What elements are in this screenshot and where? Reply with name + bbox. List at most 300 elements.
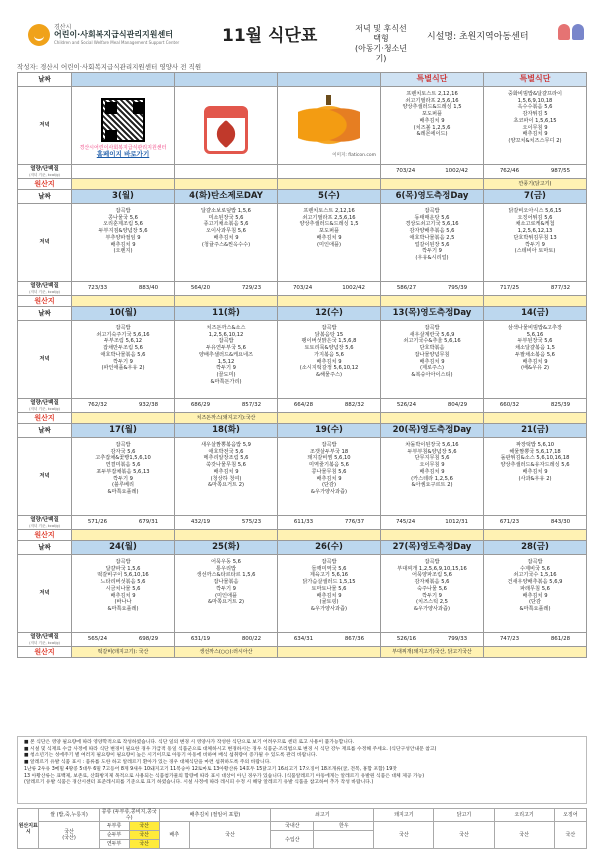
protein-value: 987/55: [550, 168, 571, 175]
date-label-text: 날짜: [38, 309, 51, 318]
menu-item: 배추김치 9: [522, 358, 548, 365]
date-label-text: 날짜: [38, 543, 51, 552]
origin-label: [18, 413, 72, 424]
kcal-cell: [278, 165, 381, 179]
menu-item: 1,5,6,9,10,18: [517, 97, 553, 104]
page-title: 11월 식단표: [222, 26, 318, 46]
kcal-value: 745/24: [395, 519, 416, 526]
date-row: [18, 73, 587, 87]
menu-item: 깍두기 9: [422, 248, 442, 255]
menu-item: 1,2,5,6,12,13: [517, 228, 553, 235]
menu-item: 미소된장국 5,6: [208, 214, 244, 221]
menu-item: 단무지무침 5,6: [414, 455, 450, 462]
kcal-values: [381, 519, 483, 526]
menu-item: (오렌지): [113, 248, 133, 255]
kcal-values: [175, 636, 277, 643]
menu-item: 단호박볶음: [419, 345, 445, 352]
menu-item: 배추김치 9: [419, 358, 445, 365]
menu-item: 경상도쇠고기국 5,6,16: [405, 221, 459, 228]
origin-header-duck: 오리고기: [494, 809, 554, 822]
origin-cell: [381, 413, 484, 424]
date-row: [18, 307, 587, 321]
date-label-text: 날짜: [38, 75, 51, 84]
menu-item: 종고기채소볶음 5,6: [203, 221, 249, 228]
menu-item: 잡곡밥: [424, 325, 440, 331]
origin-beef-value: [314, 831, 374, 849]
protein-value: 1012/31: [445, 519, 469, 526]
kcal-cell: [484, 633, 587, 647]
kcal-cell: [278, 282, 381, 296]
menu-item: 닭볶음탕 15: [314, 331, 344, 338]
menu-item: 감자튀김 5: [522, 111, 548, 118]
menu-item: 두부부침&양념장 5,6: [407, 448, 457, 455]
protein-value: 1002/42: [342, 285, 366, 292]
menu-item: (양꼬치&치즈스무디 2): [508, 137, 562, 144]
menu-item: 팽이버섯맑은국 1,5,6,8: [301, 338, 357, 345]
origin-cell: [278, 179, 381, 190]
date-cell: 27(목)영도측정Day: [381, 541, 484, 555]
menu-item: 돼지갈비찜 5,6,10: [307, 455, 351, 462]
menu-item: 쇠고기숙주기국 5,6,16: [96, 331, 150, 338]
menu-item: 고추잡채&꽃빵1,5,6,10: [95, 455, 151, 462]
origin-label-text: 원산지: [34, 530, 55, 539]
menu-item: 오징어튀김 5,6: [517, 214, 553, 221]
kcal-value: 634/31: [293, 636, 314, 643]
menu-item: (바나나: [114, 599, 132, 606]
menu-item: 오이무침 9: [419, 462, 445, 469]
origin-bean-name: 연두부: [99, 840, 129, 849]
menu-item: (꿀도미): [216, 371, 236, 378]
protein-value: 799/33: [447, 636, 468, 643]
kcal-values: [278, 402, 380, 409]
menu-item: 잡곡밥: [115, 559, 131, 565]
date-cell: 24(월): [72, 541, 175, 555]
menu-item: 새우살계란국 5,6,9: [409, 331, 455, 338]
menu-item: 쇠고기국수&추울 5,6,16: [403, 338, 461, 345]
menu-item: 건새우양배추볶음 5,6,9: [507, 579, 563, 586]
dinner-label-text: 저녁: [39, 590, 50, 597]
origin-bean-value: 국산: [129, 822, 159, 831]
menu-item: 달걀파국 1,5,6: [105, 565, 141, 572]
menu-item: 통우리밥: [215, 565, 237, 572]
kcal-values: [381, 285, 483, 292]
kcal-cell: [484, 516, 587, 530]
dinner-label: [18, 555, 72, 633]
kcal-cell: [72, 282, 175, 296]
kcal-label-text: 열량/단백질: [30, 633, 59, 640]
origin-label: [18, 530, 72, 541]
pumpkin-icon: [298, 101, 360, 149]
menu-cell: [72, 204, 175, 282]
special-date-cell: 특별식단: [381, 73, 484, 87]
menu-cell: [175, 438, 278, 516]
logo-name: 어린이·사회복지급식관리지원센터: [54, 30, 173, 39]
date-cell: 17(월): [72, 424, 175, 438]
menu-item: 잡곡밥: [115, 325, 131, 331]
menu-item: &마쪽요거트 2): [207, 482, 245, 489]
protein-value: 575/23: [241, 519, 262, 526]
date-label: [18, 190, 72, 204]
special-date-cell: 특별식단: [484, 73, 587, 87]
menu-item: &우가양사과즙): [413, 605, 451, 612]
menu-item: 잡채만두조림 5,6: [103, 345, 143, 352]
menu-item: 달걀소보로덮밥 1,5,6: [201, 208, 251, 214]
menu-item: 잡곡밥: [218, 338, 234, 345]
protein-value: 825/39: [550, 402, 571, 409]
kcal-value: 611/33: [293, 519, 314, 526]
menu-item: 1,2,5,6,10,12: [208, 331, 244, 338]
menu-item: 배추김치 9: [316, 475, 342, 482]
menu-item: 짜장떡밥 5,6,10: [515, 442, 555, 448]
menu-item: (블루베리: [111, 482, 135, 489]
menu-item: &마쪽요플레): [519, 605, 551, 612]
menu-item: 부대찌개 1,2,5,6,9,10,15,16: [397, 565, 467, 572]
menu-item: 어묵우동 5,6: [211, 559, 241, 565]
origin-cell: [72, 413, 175, 424]
menu-item: 잡곡밥: [321, 559, 337, 565]
menu-item: (파인애플&우유 2): [101, 365, 145, 372]
menu-row: [18, 555, 587, 633]
origin-cell: 떡갈비(돼지고기): 국산: [72, 647, 175, 658]
qr-cell[interactable]: [72, 87, 175, 165]
kcal-values: [484, 402, 586, 409]
origin-header-pork: 돼지고기: [374, 809, 434, 822]
kcal-label: [18, 399, 72, 413]
menu-item: 배추김치 9: [316, 592, 342, 599]
menu-item: 배추김치 9: [419, 468, 445, 475]
menu-item: 포도퍼플: [421, 111, 443, 118]
date-cell: 26(수): [278, 541, 381, 555]
origin-cell: [72, 179, 175, 190]
menu-item: 수제비국 5,6: [520, 565, 550, 572]
menu-item: 오이무침 9: [522, 124, 548, 131]
menu-item: 깍두기 9: [113, 475, 133, 482]
menu-item: 배추김치 9: [522, 131, 548, 138]
origin-rice: [39, 822, 99, 849]
menu-item: 조갯살두부국 18: [309, 448, 349, 455]
calendar-leaf-cell: [175, 87, 278, 165]
pumpkin-cell: [278, 87, 381, 165]
menu-cell: [484, 321, 587, 399]
kcal-values: [381, 168, 483, 175]
menu-cell: [484, 87, 587, 165]
kcal-cell: [175, 516, 278, 530]
origin-cell: [278, 647, 381, 658]
menu-item: 숙주나물 5,6: [417, 585, 447, 592]
menu-item: 배추김치 9: [213, 468, 239, 475]
menu-item: 차돌박이된장국 5,6,16: [405, 442, 459, 448]
protein-value: 698/29: [138, 636, 159, 643]
origin-squid: 국산: [554, 822, 586, 849]
menu-item: 두유연두부국 5,6: [206, 345, 246, 352]
menu-item: 깍두기 9: [216, 585, 236, 592]
kcal-value: 571/26: [87, 519, 108, 526]
kcal-row: [18, 516, 587, 530]
origin-table: [17, 808, 587, 849]
note-line: (알레르기 유발 식품은 경산시센터 표준레시피를 기준으로 표기 하였습니다. 시설 사정에 따라 레시피 수정 시 해당 알레르기 유발 식품을 참고하여 추가 작성 바랍니다.): [24, 780, 374, 786]
date-cell: 10(월): [72, 307, 175, 321]
kcal-value: 526/16: [396, 636, 417, 643]
menu-cell: [484, 438, 587, 516]
menu-item: 포두부잡채볶음 5,6,13: [96, 468, 150, 475]
menu-item: (단감: [528, 599, 542, 606]
menu-item: 두팔채소볶음 5,6: [515, 351, 555, 358]
kcal-cell: [278, 633, 381, 647]
menu-cell: [175, 555, 278, 633]
center-logo: [28, 22, 198, 50]
kcal-cell: [175, 165, 278, 179]
origin-cell: [484, 413, 587, 424]
origin-cell: [175, 296, 278, 307]
menu-item: 들깨미역국 5,6: [311, 565, 347, 572]
menu-item: (배&우유 2): [520, 365, 550, 372]
kcal-cell: [381, 165, 484, 179]
note-line: ■ 알레르기 유발 식품 표시 : 품류를 도한 하고 알레르기 환아가 있는 경우 대체식단을 마련 섭취하도록 주의 바랍니다.: [24, 760, 271, 766]
date-label: [18, 541, 72, 555]
image-source: 이미지: flaticon.com: [332, 153, 376, 159]
note-line: 13 아황산류는 표백제, 보존료, 산화방지제 목적으로 사용되는 식품첨가물의 함량에 따라 표시 대상이 아닌 경우가 있습니다. (식품알레르기 아동에게는 알레르기 유발원 식품은 대체 제공 가능): [24, 773, 425, 779]
menu-item: 얼갈이된장 5,6: [414, 241, 450, 248]
protein-value: 795/39: [447, 285, 468, 292]
kcal-label-sub: (저녁 기준, kcal/g): [29, 523, 60, 528]
note-line: 1난류 2우유 3메밀 4땅콩 5대두 6밀 7고등어 8게 9새우 10돼지고기 11복숭아 12토마토 13아황산류 14호두 15닭고기 16쇠고기 17오징어 18조개류(굴, 전복, 홍합 포함) 19잣: [24, 766, 397, 772]
protein-value: 1002/42: [445, 168, 469, 175]
kcal-cell: [381, 516, 484, 530]
menu-item: 콩나물무침 5,6: [311, 468, 347, 475]
menu-item: 쑥갓나물무침 5,6: [206, 462, 246, 469]
kcal-row: [18, 282, 587, 296]
menu-item: 쇠고기국수 1,5,16: [513, 572, 557, 579]
menu-item: &우가양사과즙): [310, 605, 348, 612]
menu-item: 배추김치 9: [419, 117, 445, 124]
menu-cell: [175, 204, 278, 282]
menu-cell: [72, 438, 175, 516]
menu-item: &레몬에이드): [416, 131, 448, 138]
kcal-cell: [278, 516, 381, 530]
kcal-value: 565/24: [87, 636, 108, 643]
kcal-value: 762/46: [499, 168, 520, 175]
menu-item: (단감): [321, 482, 337, 489]
menu-item: (청상하 청여): [210, 475, 242, 482]
origin-kimchi-value: 국산: [189, 822, 271, 849]
origin-label: [18, 296, 72, 307]
menu-item: (미인애플): [316, 241, 342, 248]
origin-cell: [484, 296, 587, 307]
kcal-label-text: 열량/단백질: [30, 516, 59, 523]
menu-item: 오이사과무침 5,6: [206, 228, 246, 235]
origin-bean-value: 국산: [129, 831, 159, 840]
origin-cell: 부대찌개(돼지고기)국산, 닭고기국산: [381, 647, 484, 658]
kcal-cell: [381, 282, 484, 296]
kcal-row: [18, 399, 587, 413]
menu-item: (치즈볼 1,2,5,6: [413, 124, 451, 131]
origin-beef-name: 수입산: [271, 831, 314, 849]
date-label: [18, 424, 72, 438]
protein-value: 679/31: [138, 519, 159, 526]
menu-item: 양배추샐러드&케요네즈: [198, 351, 254, 358]
menu-item: 채소고로케&케첩: [515, 221, 555, 228]
protein-value: 883/40: [138, 285, 159, 292]
menu-item: 쇠고기필라프 2,5,6,16: [405, 97, 459, 104]
origin-bean-name: 두부류: [99, 822, 129, 831]
date-cell: 21(금): [484, 424, 587, 438]
menu-item: 양상추샐러드&유자드레싱 5,6: [500, 462, 570, 469]
date-label: [18, 73, 72, 87]
dinner-label-text: 저녁: [39, 122, 50, 129]
date-cell: 13(목)영도측정Day: [381, 307, 484, 321]
origin-bean-name: 순두부: [99, 831, 129, 840]
menu-item: 프렌치토스트 2,12,16: [303, 208, 355, 214]
menu-item: 양상추샐러드&드레싱 1,5: [299, 221, 359, 228]
menu-item: (사과&우유 2): [518, 475, 552, 482]
kcal-value: 723/33: [87, 285, 108, 292]
subtitle-line-2: (아동기·청소년기): [354, 44, 408, 63]
kcal-values: [381, 402, 483, 409]
menu-item: 초코파이 1,5,6,15: [513, 117, 557, 124]
origin-cell: [278, 530, 381, 541]
origin-cell: [72, 296, 175, 307]
notes-box: [17, 736, 587, 804]
kcal-value: 631/19: [190, 636, 211, 643]
menu-item: 제육고기 5,6,16: [309, 572, 349, 579]
menu-cell: [175, 321, 278, 399]
menu-item: 해물짬뽕국 5,6,17,18: [509, 448, 561, 455]
kcal-row: [18, 165, 587, 179]
menu-item: 감자양배추볶음 5,6: [409, 228, 455, 235]
note-line: ■ 본 식단은 영양 필요량에 따라 영양학적으로 작성하였습니다. 식단 일의 변경 시 영양사가 작성한 식단으로 보기 어려우므로 센터 로고 사용이 불가능합니다.: [24, 740, 355, 745]
kcal-value: 564/20: [190, 285, 211, 292]
kcal-label: [18, 282, 72, 296]
date-label-text: 날짜: [38, 192, 51, 201]
menu-item: 잡나물양념무침: [414, 351, 450, 358]
menu-item: &우가양사과즙): [310, 488, 348, 495]
menu-item: 치즈돈까스&소스: [206, 325, 246, 331]
date-row: [18, 424, 587, 438]
menu-row: [18, 321, 587, 399]
kcal-value: 432/19: [190, 519, 211, 526]
protein-value: 800/22: [241, 636, 262, 643]
menu-item: 단호박튀김무침 13: [513, 234, 557, 241]
kcal-cell: [484, 399, 587, 413]
menu-cell: [72, 321, 175, 399]
date-row: [18, 541, 587, 555]
kcal-row: [18, 633, 587, 647]
kcal-values: [72, 519, 174, 526]
origin-cell: [278, 413, 381, 424]
origin-header-kimchi: 배추김치 (절임어 포함): [159, 809, 271, 822]
menu-cell: [381, 87, 484, 165]
menu-item: 오리훈제조림 5,6: [103, 221, 143, 228]
menu-item: (귤토핑): [319, 599, 339, 606]
origin-cell: 깐풍기(닭고기): [484, 179, 587, 190]
menu-item: 프렌치토스트 2,12,16: [406, 91, 458, 97]
menu-table: [17, 72, 587, 658]
kcal-values: [484, 168, 586, 175]
date-cell: 18(화): [175, 424, 278, 438]
origin-cell: [175, 530, 278, 541]
origin-cell: [175, 179, 278, 190]
kcal-cell: [72, 633, 175, 647]
kcal-values: [72, 636, 174, 643]
menu-cell: [278, 204, 381, 282]
qr-code-icon[interactable]: [101, 98, 145, 142]
menu-item: (우유&시리얼): [415, 254, 449, 261]
menu-item: 두부조림 5,6,12: [103, 338, 143, 345]
menu-cell: [278, 555, 381, 633]
origin-header-bean: 콩류 (두부류,콩비지,콩국수): [99, 809, 159, 822]
kcal-value: 703/24: [292, 285, 313, 292]
kcal-label-sub: (저녁 기준, kcal/g): [29, 289, 60, 294]
date-cell: 7(금): [484, 190, 587, 204]
dinner-label-text: 저녁: [39, 356, 50, 363]
kcal-cell: [484, 165, 587, 179]
origin-cell: [381, 530, 484, 541]
menu-cell: [484, 204, 587, 282]
origin-header-rice: 쌀 (밥,죽,누룽지): [39, 809, 99, 822]
menu-item: 잡곡밥: [321, 442, 337, 448]
kcal-value: 762/32: [87, 402, 108, 409]
kcal-cell: [72, 165, 175, 179]
menu-item: 깍두기 9: [216, 365, 236, 372]
menu-item: &마쪽요플레): [107, 605, 139, 612]
date-cell: 28(금): [484, 541, 587, 555]
origin-cell: 생선까스(○○):러시아산: [175, 647, 278, 658]
homepage-link[interactable]: 홈페이지 바로가기: [96, 149, 150, 158]
date-cell: 14(금): [484, 307, 587, 321]
menu-item: 두부지짐&양념장 5,6: [98, 228, 148, 235]
facility-name: 시설명: 초원지역아동센터: [427, 32, 529, 42]
menu-item: 콩나물국 5,6: [108, 214, 138, 221]
menu-item: 감자국 5,6: [110, 448, 136, 455]
menu-item: 잡곡밥: [527, 559, 543, 565]
protein-value: 776/37: [344, 519, 365, 526]
origin-beef-value: 한우: [314, 822, 374, 831]
origin-bean-value: 국산: [129, 840, 159, 849]
menu-item: 배추김치 9: [316, 234, 342, 241]
kcal-values: [381, 636, 483, 643]
menu-item: 쇠고기필라프 2,5,6,16: [302, 214, 356, 221]
origin-row: [18, 530, 587, 541]
origin-cell: [278, 296, 381, 307]
menu-item: 시금치나물 5,6: [105, 585, 141, 592]
menu-item: 배추김치 9: [316, 358, 342, 365]
kcal-values: [278, 636, 380, 643]
origin-row: [18, 179, 587, 190]
date-cell: 19(수): [278, 424, 381, 438]
menu-item: 어묵양파조림 5,6: [412, 572, 452, 579]
kcal-label-sub: (저녁 기준, kcal/g): [29, 406, 60, 411]
menu-cell: [278, 438, 381, 516]
kcal-values: [175, 519, 277, 526]
menu-item: 삼색나물비빔밥&고추장: [507, 325, 563, 331]
kcal-label-text: 열량/단백질: [30, 282, 59, 289]
dinner-label: [18, 204, 72, 282]
date-cell: 3(월): [72, 190, 175, 204]
menu-cell: [381, 555, 484, 633]
dinner-label-text: 저녁: [39, 239, 50, 246]
kcal-values: [484, 285, 586, 292]
kcal-cell: [72, 399, 175, 413]
kcal-values: [175, 402, 277, 409]
kcal-values: [72, 402, 174, 409]
header: [0, 0, 600, 63]
kcal-values: [278, 519, 380, 526]
menu-item: 애호박나물볶음 5,6: [100, 351, 146, 358]
menu-item: 생선까스&타르타르 1,5,6: [196, 572, 256, 579]
note-line: ■ 청소년기는 성에주기 별 여러지 필요량이 필요량이 높은 시기이므로 아동기 아동에 비하여 배식 섭취량이 증가될 수 있도록 관리 바랍니다.: [24, 753, 318, 759]
origin-beef-name: 국내산: [271, 822, 314, 831]
kcal-cell: [175, 633, 278, 647]
